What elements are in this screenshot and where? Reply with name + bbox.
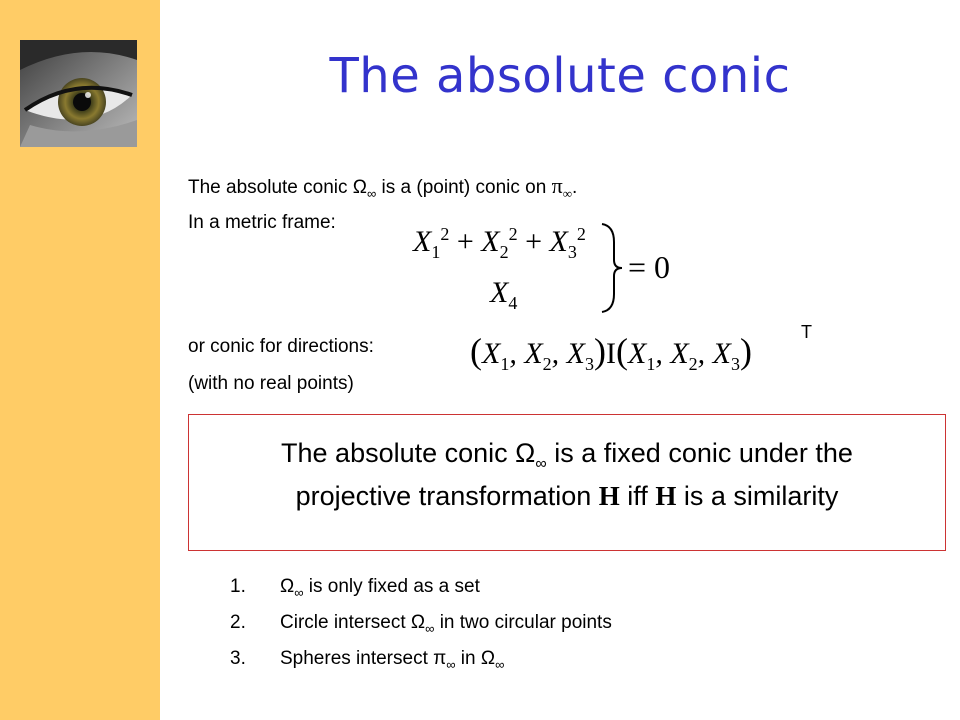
list-text: in Ω (455, 647, 496, 669)
list-text: Ω (280, 576, 295, 597)
intro-line-1 (188, 173, 577, 202)
intro-text: The absolute conic Ω (188, 177, 367, 198)
infinity-subscript: ∞ (366, 185, 377, 201)
list-text: Spheres intersect π (280, 647, 447, 669)
list-item (230, 572, 612, 608)
theorem-text-a: The absolute conic Ω (281, 438, 536, 468)
theorem-text (188, 437, 946, 513)
property-list (230, 572, 612, 679)
theorem-text-b: is a fixed conic under the (546, 438, 853, 468)
equation-zero: = 0 (628, 249, 671, 285)
pi-symbol: π (551, 173, 563, 198)
slide-title: The absolute conic (329, 48, 791, 104)
intro-line-2: In a metric frame: (188, 212, 336, 233)
identity-symbol: I (605, 337, 616, 370)
list-text: is only fixed as a set (303, 576, 480, 597)
list-text: in two circular points (434, 611, 612, 633)
list-number: 1. (230, 576, 246, 597)
list-text: Circle intersect Ω (280, 611, 426, 633)
list-item (230, 644, 612, 680)
symbol-h: H (598, 481, 620, 512)
theorem-text-e: is a similarity (676, 481, 839, 512)
list-number: 2. (230, 611, 246, 633)
brace-symbol (598, 222, 628, 314)
equation-sum-squares: $X_1^2 + X_2^2 + X_3^2$ (413, 224, 586, 262)
theorem-text-c: projective transformation (295, 481, 599, 512)
infinity-subscript: ∞ (446, 656, 456, 672)
infinity-subscript: ∞ (294, 584, 304, 600)
directions-line: or conic for directions: (188, 336, 374, 357)
infinity-subscript: ∞ (495, 656, 505, 672)
no-real-points-line: (with no real points) (188, 373, 354, 394)
transpose-mark: T (801, 322, 812, 342)
infinity-subscript: ∞ (535, 455, 547, 473)
eye-icon (20, 40, 137, 147)
intro-text-end: . (571, 177, 578, 198)
infinity-subscript: ∞ (425, 620, 435, 636)
infinity-subscript: ∞ (562, 185, 572, 201)
intro-text-mid: is a (point) conic on (376, 177, 552, 198)
symbol-h: H (655, 481, 677, 512)
directions-equation: ($X_1$, $X_2$, $X_3)I(X_1$, $X_2$, $X_3$) (470, 331, 752, 374)
theorem-text-d: iff (619, 481, 656, 512)
list-number: 3. (230, 647, 246, 669)
list-item (230, 608, 612, 644)
equation-x4: $X_4$ (490, 276, 518, 313)
